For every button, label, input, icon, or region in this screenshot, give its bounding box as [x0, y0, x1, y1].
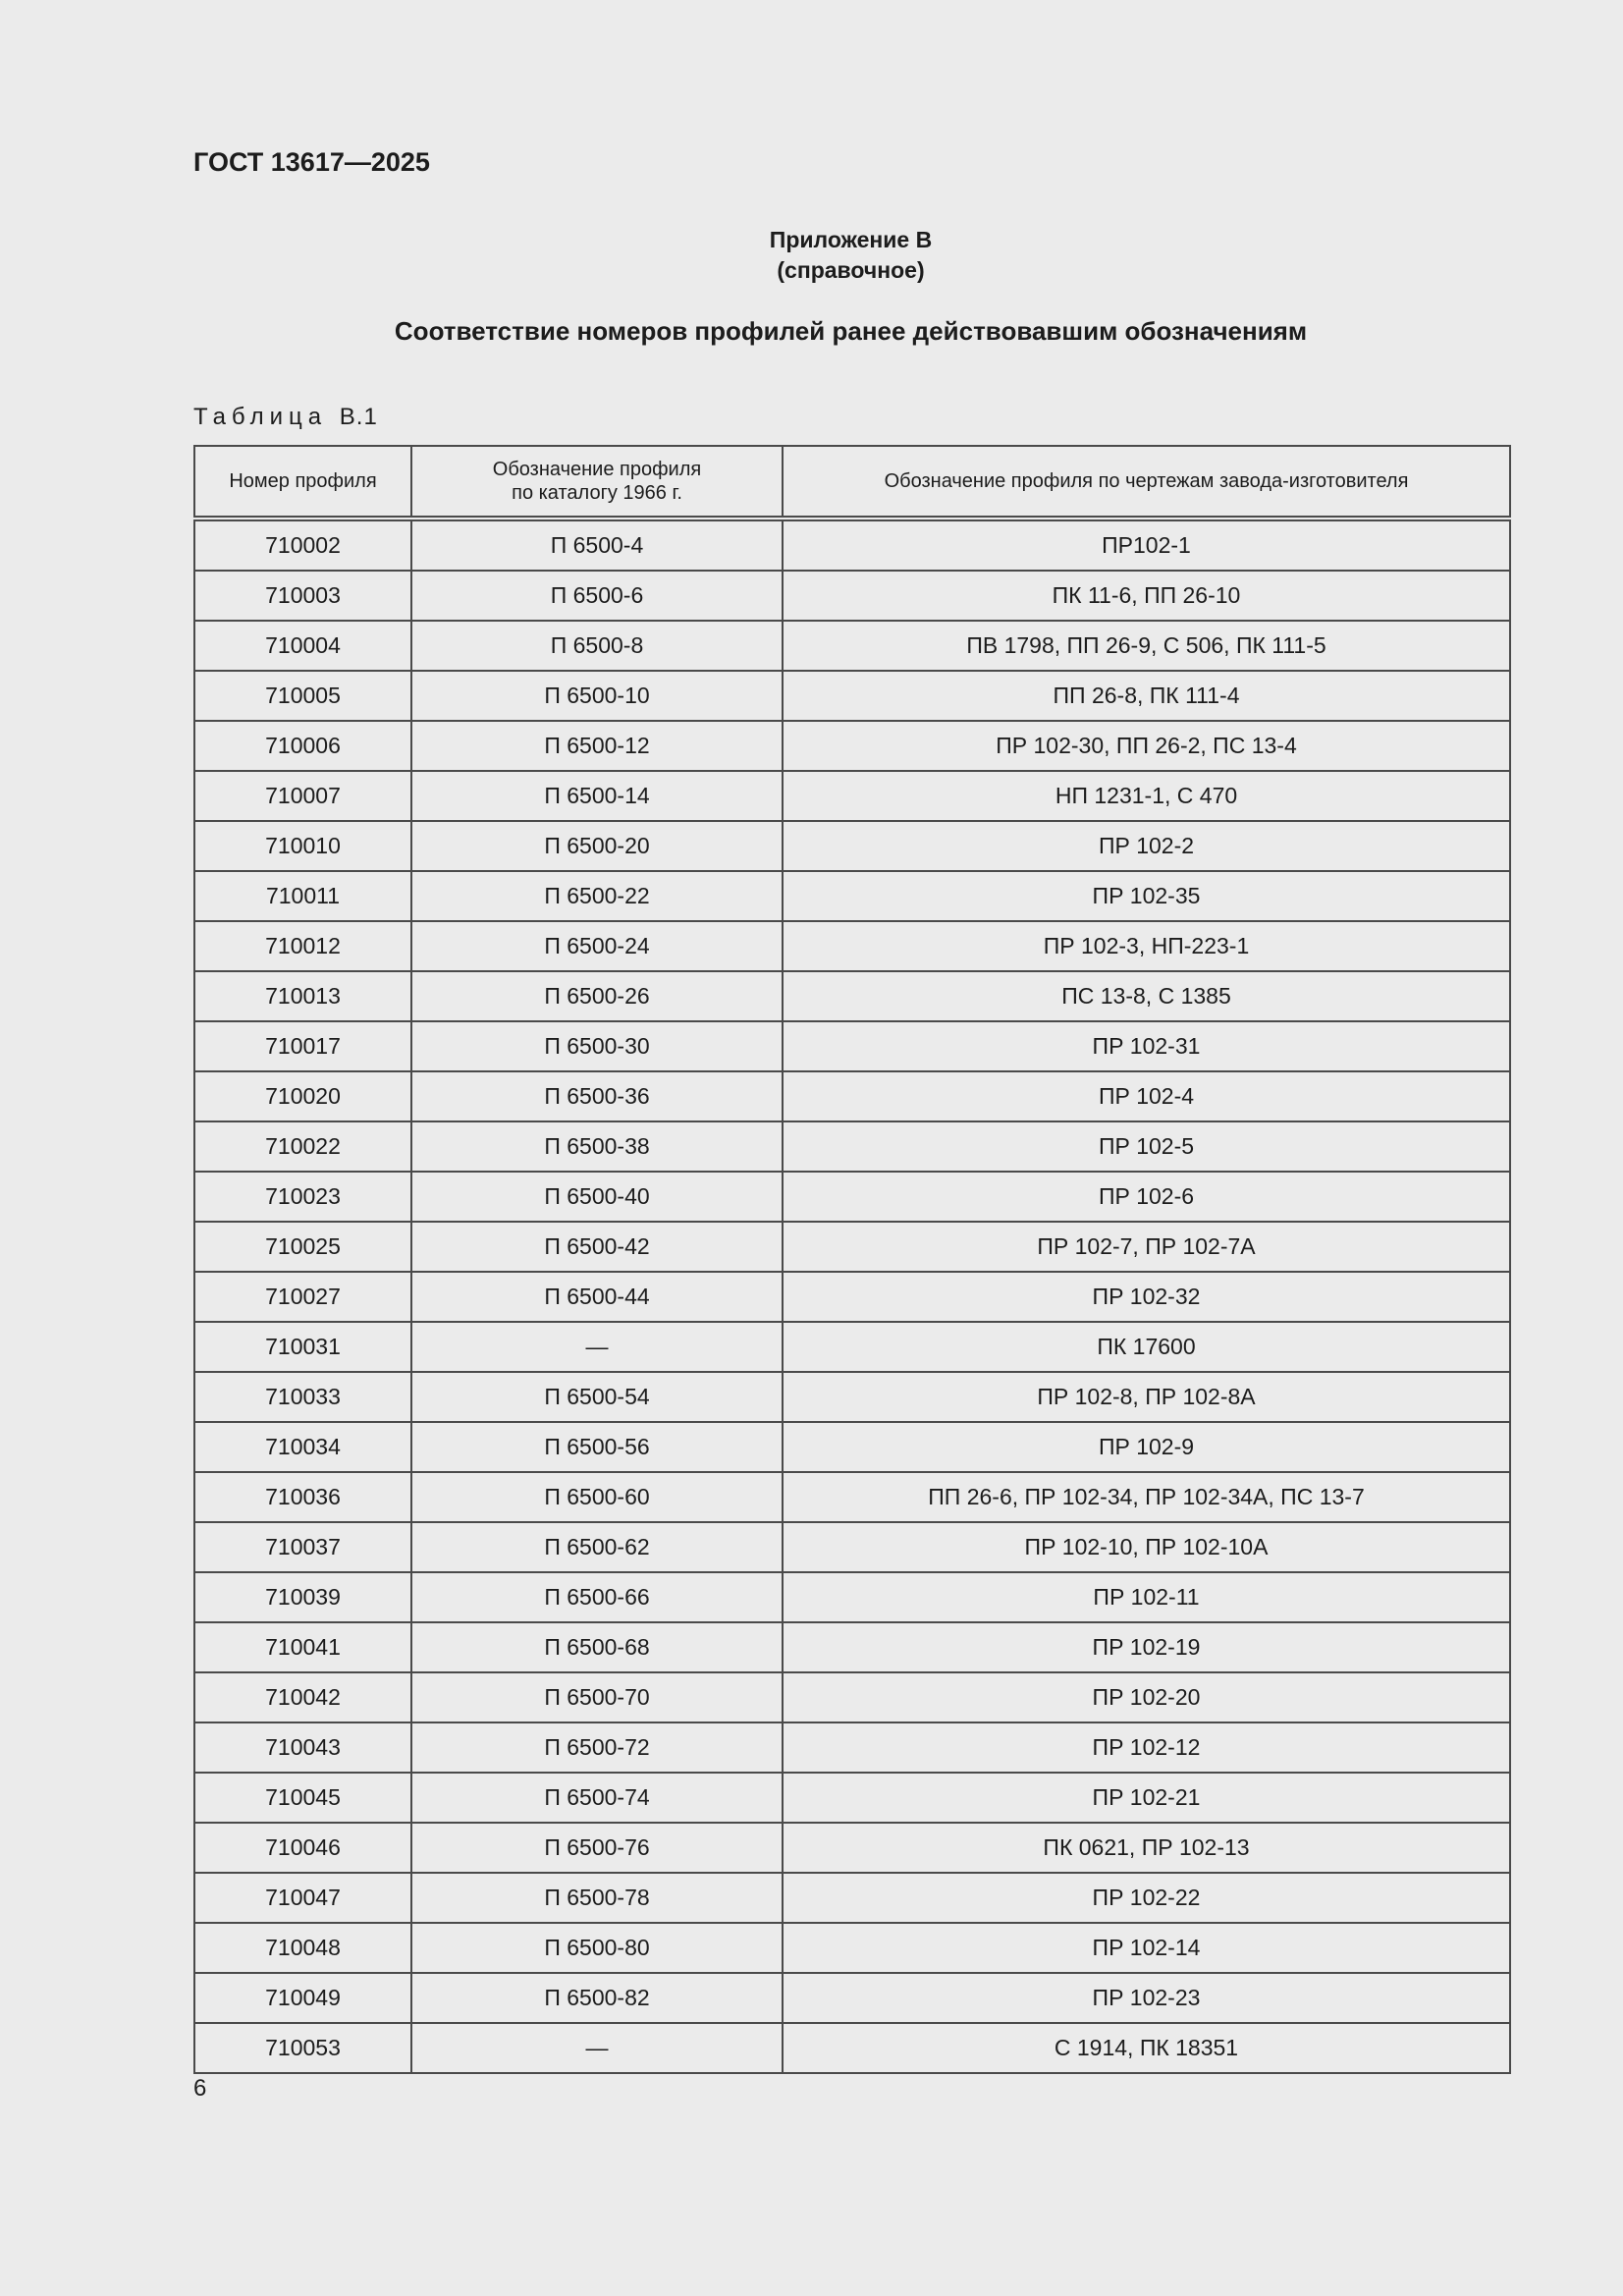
cell-profile-number: 710013 — [194, 971, 411, 1021]
cell-profile-number: 710042 — [194, 1672, 411, 1722]
cell-manufacturer-designation: ПР 102-30, ПП 26-2, ПС 13-4 — [783, 721, 1510, 771]
cell-profile-number: 710017 — [194, 1021, 411, 1071]
cell-profile-number: 710004 — [194, 621, 411, 671]
appendix-title: Приложение В — [769, 227, 933, 252]
cell-profile-number: 710027 — [194, 1272, 411, 1322]
cell-catalog-designation: П 6500-74 — [411, 1773, 783, 1823]
table-row — [194, 1572, 1510, 1622]
table-row — [194, 671, 1510, 721]
section-title: Соответствие номеров профилей ранее действовавшим обозначениям — [394, 316, 1308, 346]
cell-profile-number: 710011 — [194, 871, 411, 921]
table-row — [194, 1873, 1510, 1923]
table-row — [194, 921, 1510, 971]
table-caption-label: Таблица — [193, 404, 328, 430]
cell-catalog-designation: П 6500-40 — [411, 1172, 783, 1222]
table-row — [194, 1021, 1510, 1071]
cell-manufacturer-designation: ПК 17600 — [783, 1322, 1510, 1372]
cell-profile-number: 710005 — [194, 671, 411, 721]
cell-profile-number: 710020 — [194, 1071, 411, 1121]
table-row — [194, 1823, 1510, 1873]
cell-manufacturer-designation: ПС 13-8, С 1385 — [783, 971, 1510, 1021]
cell-catalog-designation: П 6500-76 — [411, 1823, 783, 1873]
cell-manufacturer-designation: ПП 26-8, ПК 111-4 — [783, 671, 1510, 721]
cell-manufacturer-designation: НП 1231-1, С 470 — [783, 771, 1510, 821]
table-row — [194, 871, 1510, 921]
cell-profile-number: 710012 — [194, 921, 411, 971]
profiles-table — [193, 445, 1511, 2074]
cell-manufacturer-designation: ПР 102-20 — [783, 1672, 1510, 1722]
cell-profile-number: 710007 — [194, 771, 411, 821]
cell-profile-number: 710043 — [194, 1722, 411, 1773]
cell-catalog-designation: П 6500-82 — [411, 1973, 783, 2023]
header-catalog-line1: Обозначение профиля — [492, 459, 702, 480]
table-row — [194, 771, 1510, 821]
cell-manufacturer-designation: ПР 102-12 — [783, 1722, 1510, 1773]
cell-catalog-designation: — — [411, 2023, 783, 2073]
cell-manufacturer-designation: С 1914, ПК 18351 — [783, 2023, 1510, 2073]
cell-catalog-designation: П 6500-54 — [411, 1372, 783, 1422]
table-row — [194, 1372, 1510, 1422]
cell-manufacturer-designation: ПР 102-22 — [783, 1873, 1510, 1923]
cell-catalog-designation: — — [411, 1322, 783, 1372]
cell-manufacturer-designation: ПР 102-21 — [783, 1773, 1510, 1823]
cell-catalog-designation: П 6500-20 — [411, 821, 783, 871]
cell-manufacturer-designation: ПР 102-32 — [783, 1272, 1510, 1322]
cell-manufacturer-designation: ПР 102-14 — [783, 1923, 1510, 1973]
cell-profile-number: 710039 — [194, 1572, 411, 1622]
cell-catalog-designation: П 6500-56 — [411, 1422, 783, 1472]
table-row — [194, 1622, 1510, 1672]
cell-manufacturer-designation: ПР 102-10, ПР 102-10А — [783, 1522, 1510, 1572]
appendix-subtitle: (справочное) — [777, 257, 925, 283]
cell-profile-number: 710002 — [194, 519, 411, 571]
cell-manufacturer-designation: ПР 102-9 — [783, 1422, 1510, 1472]
table-row — [194, 1422, 1510, 1472]
table-caption-number: В.1 — [339, 404, 378, 430]
cell-catalog-designation: П 6500-38 — [411, 1121, 783, 1172]
cell-catalog-designation: П 6500-36 — [411, 1071, 783, 1121]
cell-catalog-designation: П 6500-10 — [411, 671, 783, 721]
table-row — [194, 1071, 1510, 1121]
table-row — [194, 1923, 1510, 1973]
cell-profile-number: 710022 — [194, 1121, 411, 1172]
cell-manufacturer-designation: ПР 102-35 — [783, 871, 1510, 921]
cell-profile-number: 710047 — [194, 1873, 411, 1923]
table-row — [194, 1973, 1510, 2023]
cell-catalog-designation: П 6500-62 — [411, 1522, 783, 1572]
cell-catalog-designation: П 6500-26 — [411, 971, 783, 1021]
cell-catalog-designation: П 6500-66 — [411, 1572, 783, 1622]
cell-manufacturer-designation: ПР102-1 — [783, 519, 1510, 571]
cell-manufacturer-designation: ПП 26-6, ПР 102-34, ПР 102-34А, ПС 13-7 — [783, 1472, 1510, 1522]
cell-catalog-designation: П 6500-60 — [411, 1472, 783, 1522]
cell-manufacturer-designation: ПК 11-6, ПП 26-10 — [783, 571, 1510, 621]
header-profile-number: Номер профиля — [194, 446, 411, 519]
header-catalog-line2: по каталогу 1966 г. — [512, 482, 682, 504]
cell-profile-number: 710034 — [194, 1422, 411, 1472]
cell-profile-number: 710053 — [194, 2023, 411, 2073]
table-row — [194, 621, 1510, 671]
cell-catalog-designation: П 6500-24 — [411, 921, 783, 971]
table-row — [194, 1522, 1510, 1572]
table-row — [194, 1172, 1510, 1222]
cell-manufacturer-designation: ПР 102-19 — [783, 1622, 1510, 1672]
cell-manufacturer-designation: ПК 0621, ПР 102-13 — [783, 1823, 1510, 1873]
table-row — [194, 1121, 1510, 1172]
cell-profile-number: 710036 — [194, 1472, 411, 1522]
table-row — [194, 1472, 1510, 1522]
cell-catalog-designation: П 6500-44 — [411, 1272, 783, 1322]
cell-manufacturer-designation: ПР 102-7, ПР 102-7А — [783, 1222, 1510, 1272]
cell-catalog-designation: П 6500-68 — [411, 1622, 783, 1672]
table-row — [194, 2023, 1510, 2073]
cell-profile-number: 710031 — [194, 1322, 411, 1372]
cell-catalog-designation: П 6500-8 — [411, 621, 783, 671]
header-manufacturer-drawings: Обозначение профиля по чертежам завода-изготовителя — [783, 446, 1510, 519]
cell-profile-number: 710046 — [194, 1823, 411, 1873]
cell-manufacturer-designation: ПР 102-23 — [783, 1973, 1510, 2023]
cell-catalog-designation: П 6500-14 — [411, 771, 783, 821]
document-code: ГОСТ 13617—2025 — [193, 147, 430, 177]
cell-profile-number: 710048 — [194, 1923, 411, 1973]
table-row — [194, 1672, 1510, 1722]
table-row — [194, 571, 1510, 621]
table-header-row — [194, 446, 1510, 519]
cell-profile-number: 710033 — [194, 1372, 411, 1422]
cell-manufacturer-designation: ПР 102-3, НП-223-1 — [783, 921, 1510, 971]
cell-catalog-designation: П 6500-42 — [411, 1222, 783, 1272]
cell-catalog-designation: П 6500-22 — [411, 871, 783, 921]
cell-profile-number: 710037 — [194, 1522, 411, 1572]
table-row — [194, 1272, 1510, 1322]
table-row — [194, 1773, 1510, 1823]
cell-manufacturer-designation: ПР 102-6 — [783, 1172, 1510, 1222]
cell-manufacturer-designation: ПР 102-11 — [783, 1572, 1510, 1622]
header-catalog-1966 — [411, 446, 783, 519]
cell-catalog-designation: П 6500-80 — [411, 1923, 783, 1973]
cell-profile-number: 710023 — [194, 1172, 411, 1222]
table-row — [194, 519, 1510, 571]
cell-manufacturer-designation: ПВ 1798, ПП 26-9, С 506, ПК 111-5 — [783, 621, 1510, 671]
cell-profile-number: 710049 — [194, 1973, 411, 2023]
cell-catalog-designation: П 6500-6 — [411, 571, 783, 621]
cell-catalog-designation: П 6500-4 — [411, 519, 783, 571]
cell-profile-number: 710003 — [194, 571, 411, 621]
cell-profile-number: 710025 — [194, 1222, 411, 1272]
cell-catalog-designation: П 6500-12 — [411, 721, 783, 771]
cell-profile-number: 710041 — [194, 1622, 411, 1672]
appendix-heading — [0, 225, 1623, 286]
table-row — [194, 1322, 1510, 1372]
cell-profile-number: 710045 — [194, 1773, 411, 1823]
cell-profile-number: 710010 — [194, 821, 411, 871]
page-number: 6 — [193, 2075, 207, 2102]
table-caption — [193, 404, 378, 431]
cell-catalog-designation: П 6500-78 — [411, 1873, 783, 1923]
table-row — [194, 1222, 1510, 1272]
cell-manufacturer-designation: ПР 102-4 — [783, 1071, 1510, 1121]
table-row — [194, 821, 1510, 871]
cell-catalog-designation: П 6500-70 — [411, 1672, 783, 1722]
table-row — [194, 721, 1510, 771]
cell-manufacturer-designation: ПР 102-31 — [783, 1021, 1510, 1071]
table-body — [194, 519, 1510, 2073]
cell-manufacturer-designation: ПР 102-8, ПР 102-8А — [783, 1372, 1510, 1422]
cell-manufacturer-designation: ПР 102-2 — [783, 821, 1510, 871]
cell-catalog-designation: П 6500-30 — [411, 1021, 783, 1071]
table-row — [194, 971, 1510, 1021]
cell-manufacturer-designation: ПР 102-5 — [783, 1121, 1510, 1172]
table-row — [194, 1722, 1510, 1773]
cell-profile-number: 710006 — [194, 721, 411, 771]
cell-catalog-designation: П 6500-72 — [411, 1722, 783, 1773]
